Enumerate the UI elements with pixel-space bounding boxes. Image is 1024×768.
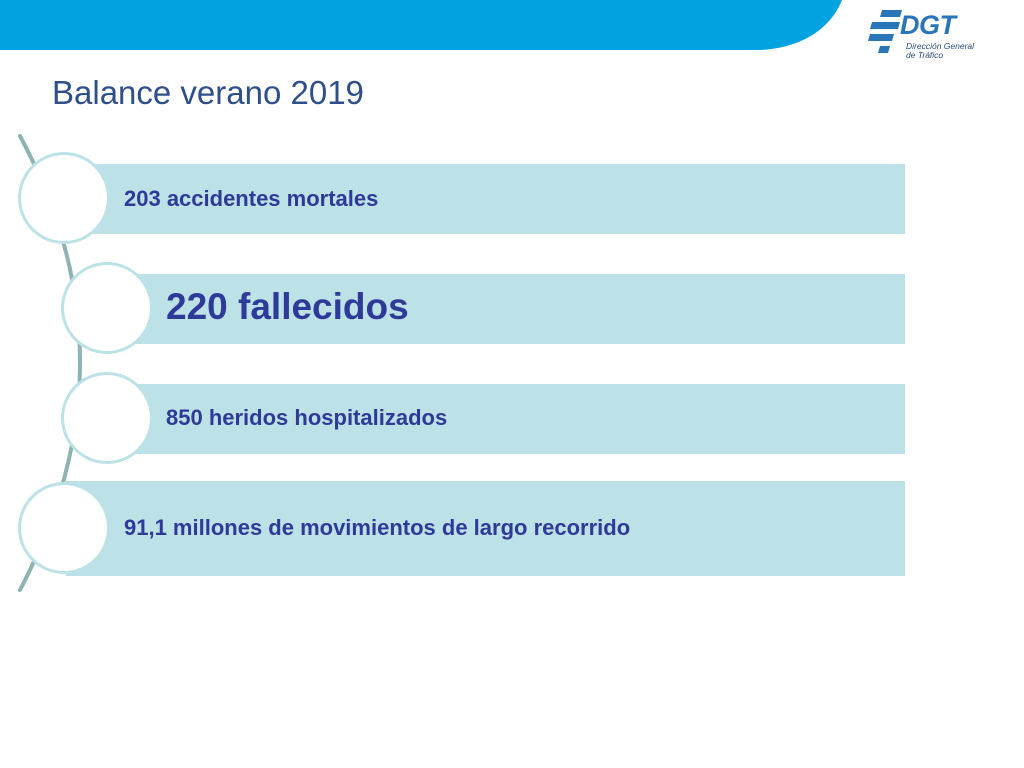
- list-item-text-1: 203 accidentes mortales: [124, 186, 379, 211]
- dgt-logo-subtitle: [906, 42, 986, 60]
- dgt-logo-subtitle-line1: Dirección General: [906, 41, 975, 51]
- list-item-circle-3: [61, 372, 153, 464]
- list-item-circle-1: [18, 152, 110, 244]
- dgt-logo-name: DGT: [900, 10, 956, 40]
- slide-title: Balance verano 2019: [52, 74, 364, 111]
- list-item-text-4: 91,1 millones de movimientos de largo recorrido: [124, 515, 631, 540]
- dgt-logo: [866, 6, 986, 62]
- list-item-circle-2: [61, 262, 153, 354]
- dgt-logo-subtitle-line2: de Tráfico: [906, 50, 944, 60]
- list-item-text-2: 220 fallecidos: [166, 286, 409, 327]
- list-item-text-3: 850 heridos hospitalizados: [166, 405, 448, 430]
- dgt-logo-icon: [866, 8, 904, 54]
- list-item-circle-4: [18, 482, 110, 574]
